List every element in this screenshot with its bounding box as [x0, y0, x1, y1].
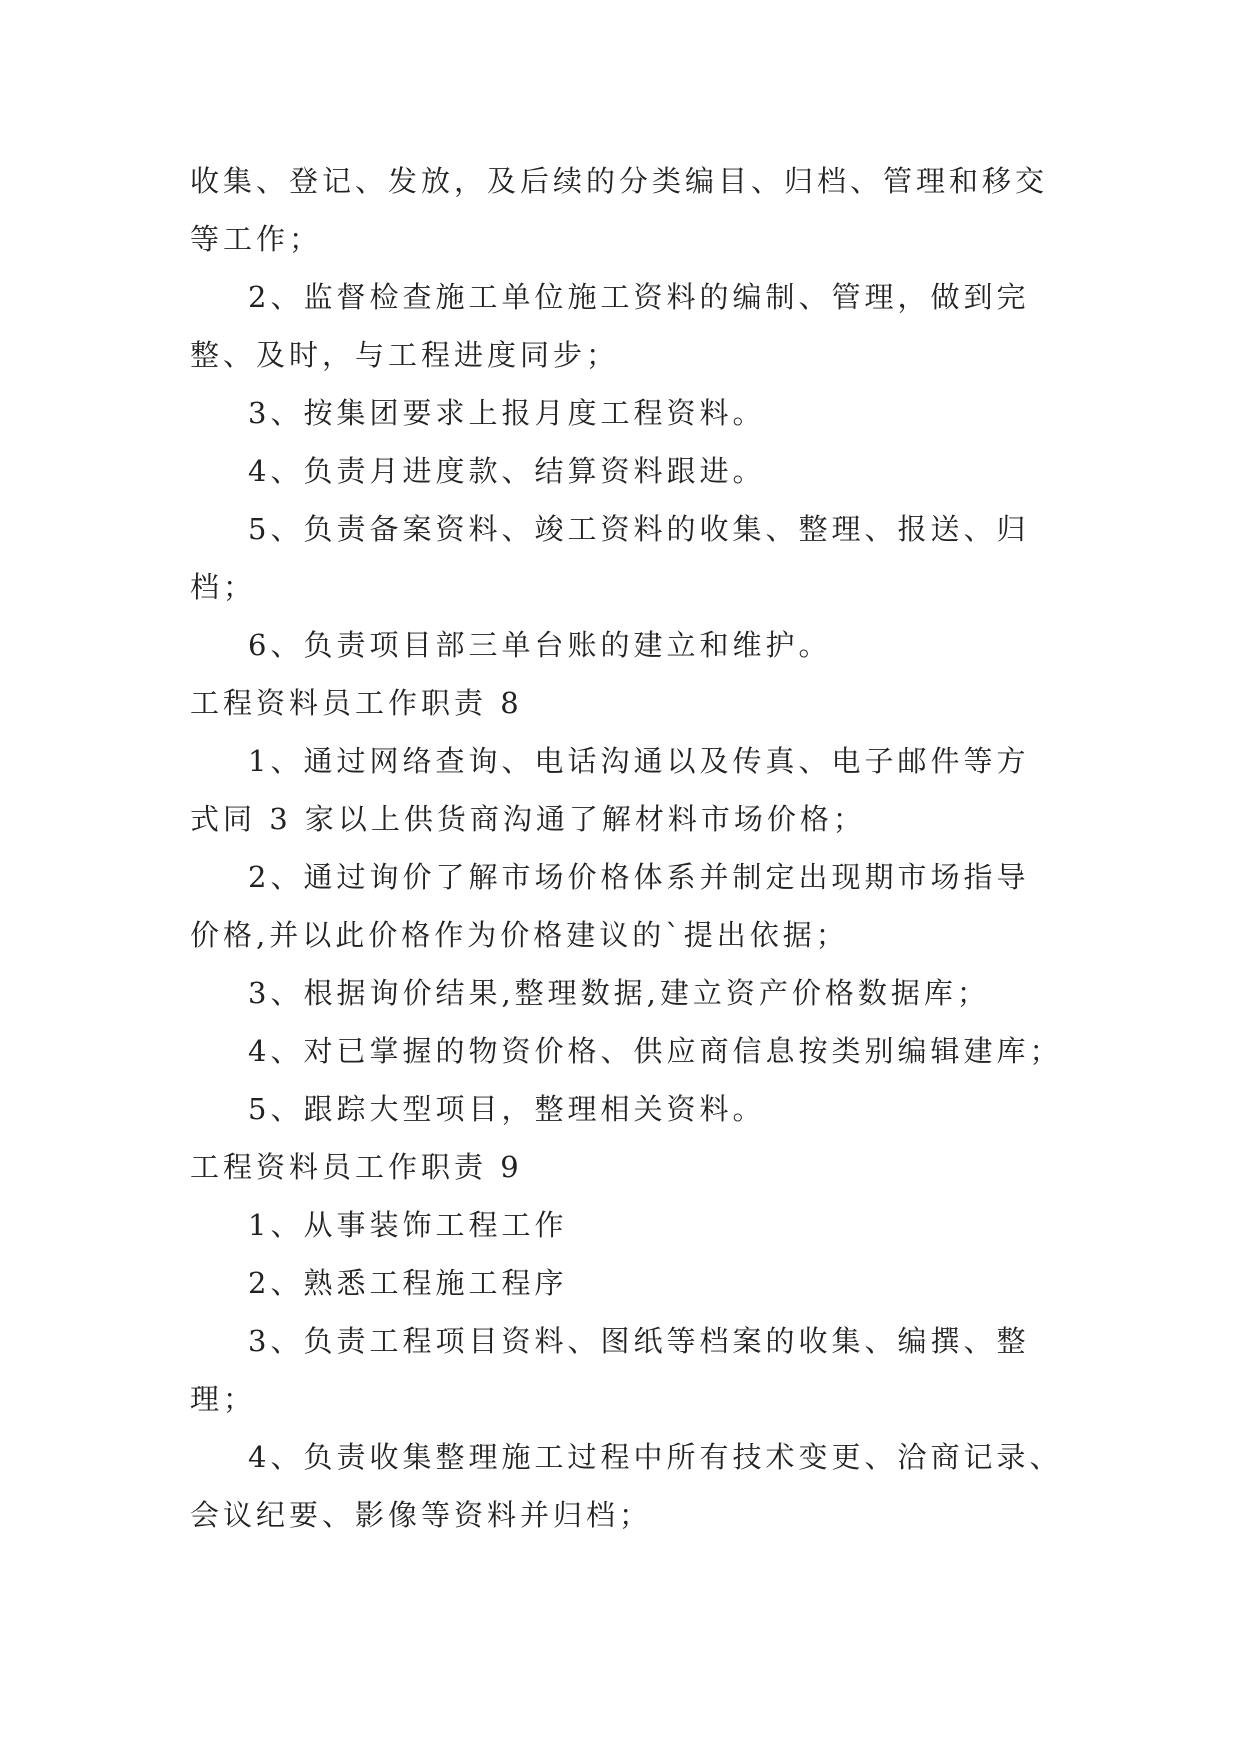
list-item: 3、按集团要求上报月度工程资料。 — [248, 396, 766, 430]
document-body — [190, 152, 1070, 1544]
text-line: 会议纪要、影像等资料并归档； — [190, 1498, 653, 1532]
text-line: 档； — [190, 570, 257, 604]
list-item: 3、负责工程项目资料、图纸等档案的收集、编撰、整 — [248, 1324, 1030, 1358]
list-item: 4、负责月进度款、结算资料跟进。 — [248, 454, 766, 488]
text-line: 等工作； — [190, 222, 323, 256]
list-item: 6、负责项目部三单台账的建立和维护。 — [248, 628, 832, 662]
list-item: 3、根据询价结果,整理数据,建立资产价格数据库； — [248, 976, 990, 1010]
list-item: 4、对已掌握的物资价格、供应商信息按类别编辑建库； — [248, 1034, 1063, 1068]
list-item: 2、通过询价了解市场价格体系并制定出现期市场指导 — [248, 860, 1030, 894]
text-line: 价格,并以此价格作为价格建议的`提出依据； — [190, 918, 849, 952]
list-item: 1、从事装饰工程工作 — [248, 1208, 568, 1242]
text-line: 整、及时，与工程进度同步； — [190, 338, 620, 372]
list-item: 2、监督检查施工单位施工资料的编制、管理，做到完 — [248, 280, 1030, 314]
list-item: 2、熟悉工程施工程序 — [248, 1266, 568, 1300]
text-line: 理； — [190, 1382, 257, 1416]
section-heading: 工程资料员工作职责 9 — [190, 1150, 523, 1184]
section-heading: 工程资料员工作职责 8 — [190, 686, 523, 720]
list-item: 5、负责备案资料、竣工资料的收集、整理、报送、归 — [248, 512, 1030, 546]
list-item: 5、跟踪大型项目，整理相关资料。 — [248, 1092, 766, 1126]
list-item: 4、负责收集整理施工过程中所有技术变更、洽商记录、 — [248, 1440, 1063, 1474]
text-line: 式同 3 家以上供货商沟通了解材料市场价格； — [190, 802, 866, 836]
text-line: 收集、登记、发放，及后续的分类编目、归档、管理和移交 — [190, 164, 1049, 198]
list-item: 1、通过网络查询、电话沟通以及传真、电子邮件等方 — [248, 744, 1030, 778]
